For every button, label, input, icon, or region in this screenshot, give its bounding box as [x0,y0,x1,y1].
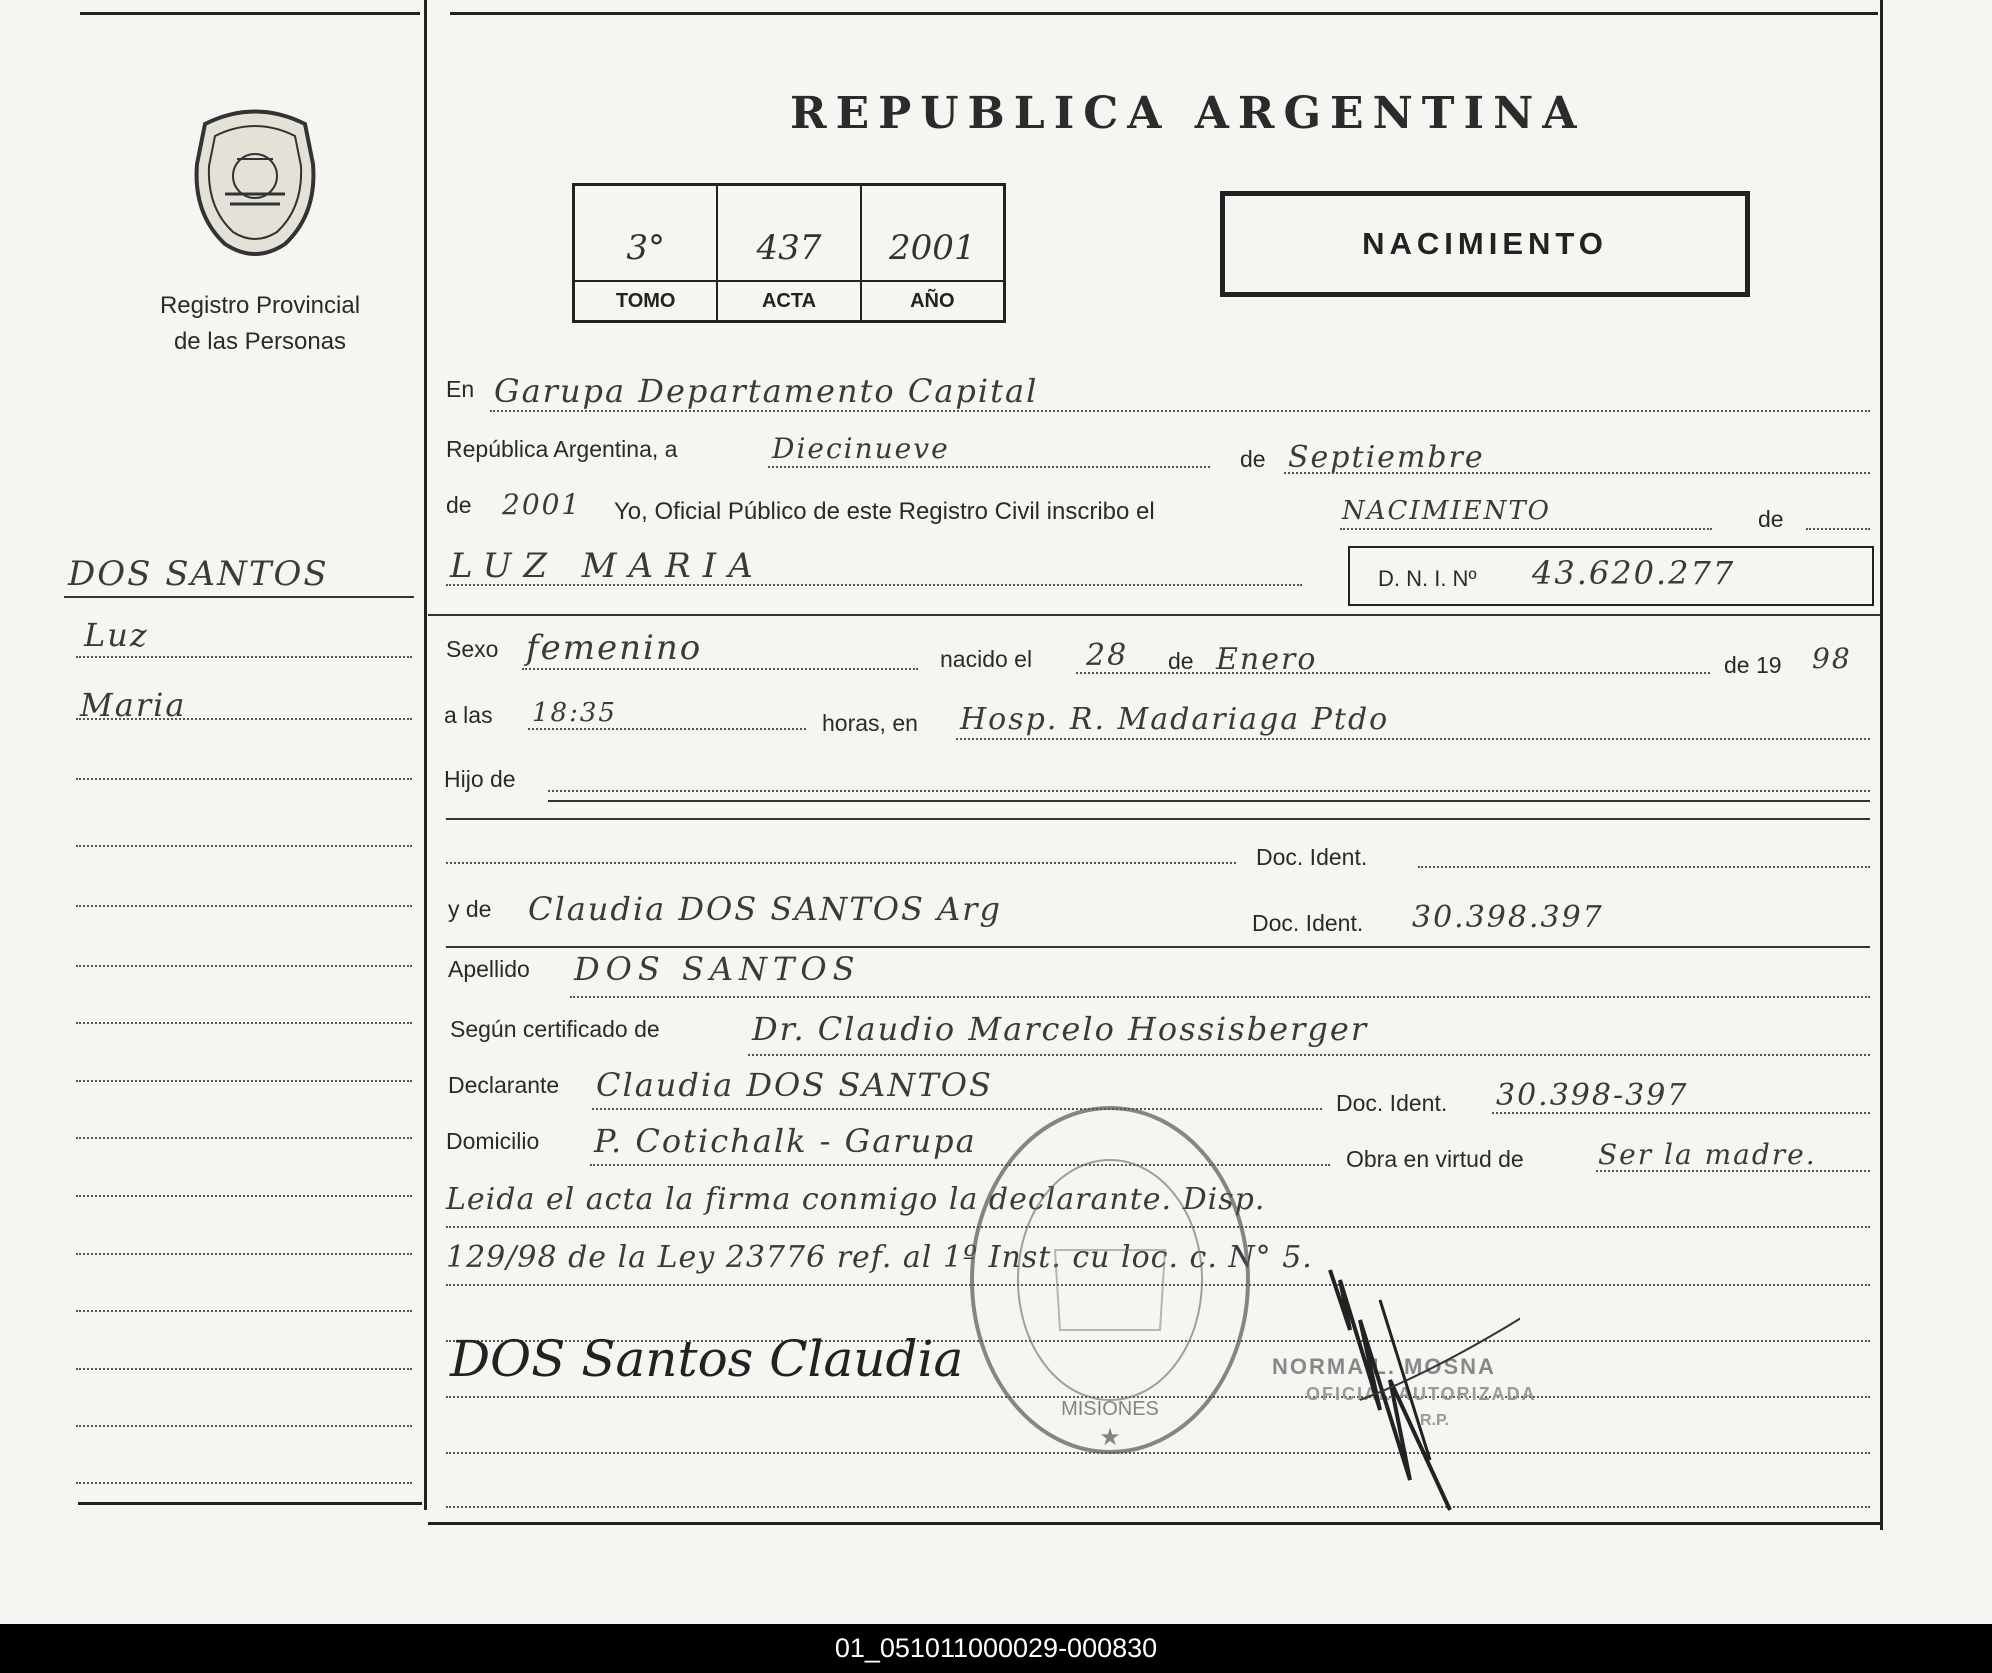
segun-label: Según certificado de [450,1016,660,1042]
act-tail-line [1806,528,1870,530]
nacido-label: nacido el [940,646,1033,672]
father-line [446,862,1236,864]
en-label: En [446,376,475,402]
sidebar-line [76,1137,412,1139]
yo-text: Yo, Oficial Público de este Registro Civil inscribo el [614,498,1155,525]
month-de-label: de [1240,446,1266,472]
anio-cell [862,186,1003,320]
declarante-value: Claudia DOS SANTOS [596,1066,993,1104]
acta-label: ACTA [718,280,859,320]
mother-doc: 30.398.397 [1412,900,1604,935]
birth-month: Enero [1216,642,1318,677]
registry-name-line1: Registro Provincial [159,292,361,319]
hijo-line [548,790,1870,792]
sidebar-surname: DOS SANTOS [68,554,329,594]
republica-label: República Argentina, a [446,436,678,462]
act-line [1340,528,1712,530]
mother-rule [446,946,1870,948]
official-stamp-name: NORMA L. MOSNA [1272,1354,1496,1379]
alas-label: a las [444,702,493,728]
registry-round-seal-icon [965,1100,1255,1460]
obra-label: Obra en virtud de [1346,1146,1524,1172]
sidebar-line [76,1253,412,1255]
father-doc-line [1418,866,1870,868]
sexo-line [522,668,918,670]
sidebar-line [76,778,412,780]
birth-day: 28 [1086,638,1129,673]
segun-value: Dr. Claudio Marcelo Hossisberger [752,1010,1369,1048]
hijo-rule [548,800,1870,802]
day-line [768,466,1210,468]
document-title: REPUBLICA ARGENTINA [790,88,1586,139]
image-id-footer: 01_051011000029-000830 [0,1624,1992,1673]
tomo-value: 3° [626,228,665,268]
sidebar-line [76,1080,412,1082]
birth-month-de: de [1168,648,1194,674]
sexo-label: Sexo [446,636,499,662]
obra-value: Ser la madre. [1598,1138,1817,1171]
note-line-1: Leida el acta la firma conmigo la declarante. Disp. [446,1182,1266,1217]
segun-line [748,1054,1870,1056]
declarante-doc: 30.398-397 [1496,1078,1689,1113]
mother-value: Claudia DOS SANTOS Arg [528,890,1002,928]
official-stamp-suffix: R.P. [1420,1412,1450,1429]
en-line [490,410,1870,412]
sidebar-line [76,1482,412,1484]
apellido-value: DOS SANTOS [574,950,861,988]
record-number-box [572,183,1006,323]
act-value: NACIMIENTO [1342,496,1551,526]
sidebar-name1: Luz [84,616,149,654]
declarante-doc-line [1492,1112,1870,1114]
yde-label: y de [448,896,492,922]
sidebar-line [76,905,412,907]
sidebar-line [76,845,412,847]
hijo-rule-2 [446,818,1870,820]
declarante-doc-label: Doc. Ident. [1336,1090,1448,1116]
center-vertical-rule [424,0,427,1510]
year-value: 2001 [502,488,582,521]
act-de-label: de [1758,506,1784,532]
name-line [446,584,1302,586]
sidebar-bottom-rule [78,1502,422,1505]
sidebar-rule-1 [64,596,414,598]
sexo-value: femenino [526,628,703,668]
top-right-rule [450,12,1878,15]
place-line [956,738,1870,740]
declarant-signature: DOS Santos Claudia [450,1330,964,1388]
anio-value: 2001 [889,228,976,268]
time-value: 18:35 [532,698,617,728]
father-doc-label: Doc. Ident. [1256,844,1368,870]
en-value: Garupa Departamento Capital [494,372,1039,410]
horas-label: horas, en [822,710,918,736]
mother-doc-label: Doc. Ident. [1252,910,1364,936]
anio-label: AÑO [862,280,1003,320]
seal-bottom-text: MISIONES [1061,1398,1159,1420]
birth-line [1076,672,1710,674]
hijo-label: Hijo de [444,766,516,792]
place-value: Hosp. R. Madariaga Ptdo [960,702,1390,737]
month-line [1284,472,1870,474]
declarante-label: Declarante [448,1072,560,1098]
sidebar-line [76,1425,412,1427]
time-line [528,728,806,730]
acta-cell [718,186,861,320]
svg-text:★: ★ [1099,1423,1121,1451]
provincial-seal-icon [185,104,325,262]
tomo-cell [575,186,718,320]
sidebar-line [76,718,412,720]
note-rule-6 [446,1506,1870,1508]
year-de-label: de [446,492,472,518]
official-stamp-title: OFICIAL AUTORIZADA [1306,1384,1537,1404]
main-bottom-rule [428,1522,1880,1525]
top-left-rule [80,12,420,15]
acta-value: 437 [756,228,822,268]
note-line-2: 129/98 de la Ley 23776 ref. al 1º Inst. cu loc. c. N° 5. [446,1240,1313,1275]
right-vertical-rule [1880,0,1883,1530]
tomo-label: TOMO [575,280,716,320]
header-separator [428,614,1880,616]
month-value: Septiembre [1288,440,1485,475]
sidebar-line [76,656,412,658]
sidebar-line [76,1195,412,1197]
apellido-line [570,996,1870,998]
day-value: Diecinueve [772,432,950,465]
birth-year-label: de 19 [1724,652,1782,678]
sidebar-line [76,1022,412,1024]
apellido-label: Apellido [448,956,530,982]
dni-value: 43.620.277 [1532,554,1736,592]
dni-box [1348,546,1874,606]
obra-line [1596,1170,1870,1172]
sidebar-line [76,1310,412,1312]
sidebar-name2: Maria [80,686,187,724]
document-type-box: NACIMIENTO [1220,191,1750,297]
person-name: LUZ MARIA [450,546,765,586]
official-signature-icon [1320,1260,1520,1520]
birth-year: 98 [1812,642,1852,675]
domicilio-value: P. Cotichalk - Garupa [594,1122,977,1160]
registry-name-line2: de las Personas [173,328,347,355]
sidebar-line [76,1368,412,1370]
sidebar-line [76,965,412,967]
dni-label: D. N. I. Nº [1378,566,1477,591]
domicilio-label: Domicilio [446,1128,540,1154]
